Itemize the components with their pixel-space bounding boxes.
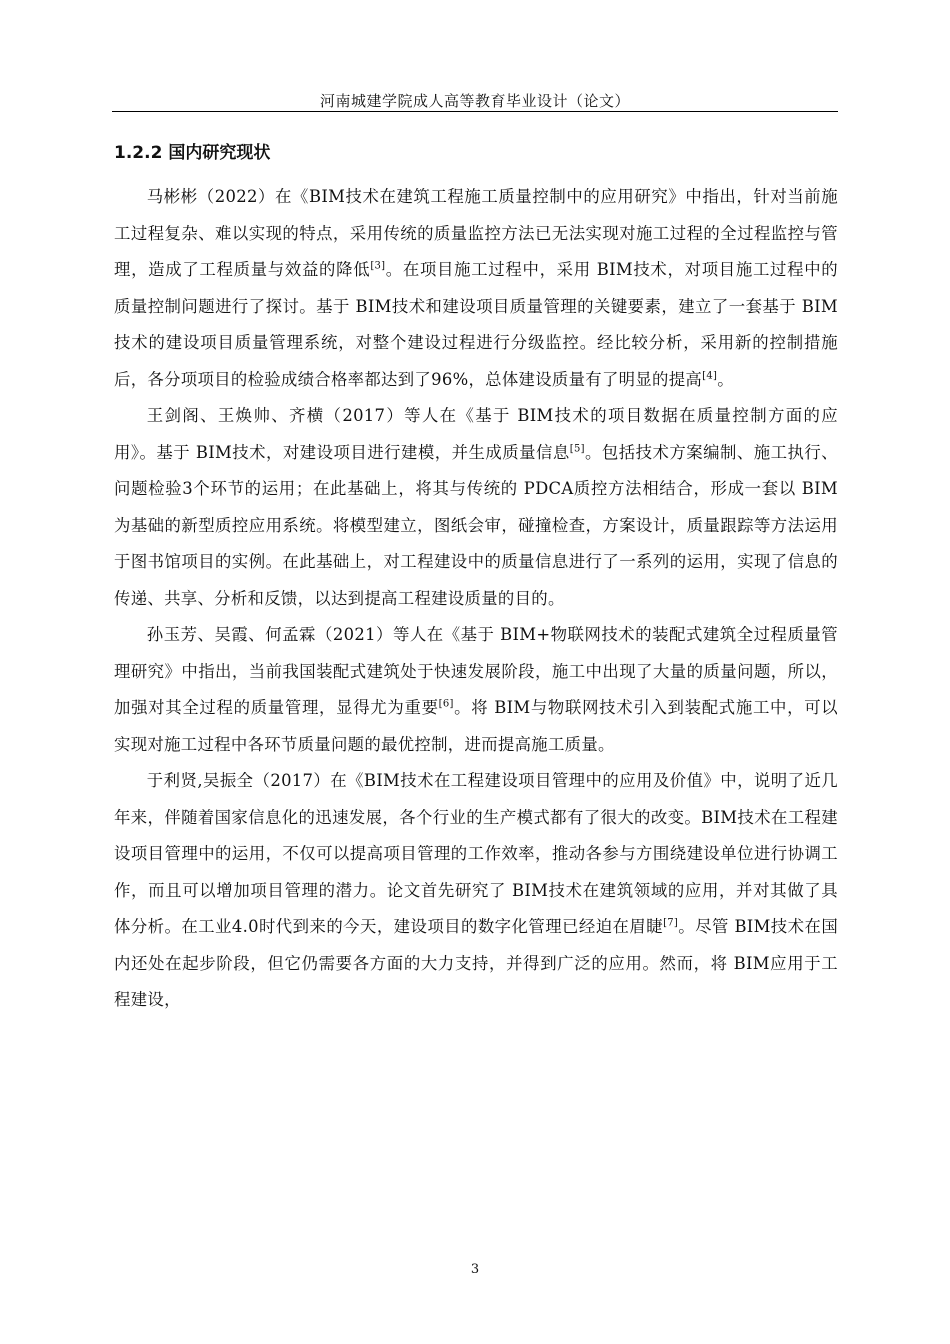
citation: [4] bbox=[702, 370, 718, 382]
body-text bbox=[114, 179, 838, 1019]
paragraph-text: 孙玉芳、吴霞、何孟霖（2021）等人在《基于 BIM+物联网技术的装配式建筑全过程质量管理研究》中指出，当前我国装配式建筑处于快速发展阶段，施工中出现了大量的质量问题，所以，加强对其全过程的质量管理，显得尤为重要 bbox=[114, 625, 838, 717]
paragraph-text: 。包括技术方案编制、施工执行、问题检验3个环节的运用；在此基础上，将其与传统的 PDCA质控方法相结合，形成一套以 BIM为基础的新型质控应用系统。将模型建立，图纸会审，碰撞检查，方案设计，质量跟踪等方法运用于图书馆项目的实例。在此基础上，对工程建设中的质量信息进行了一系列的运用，实现了信息的传递、共享、分析和反馈，以达到提高工程建设质量的目的。 bbox=[114, 442, 838, 608]
paragraph-text: 马彬彬（2022）在《BIM技术在建筑工程施工质量控制中的应用研究》中指出，针对当前施工过程复杂、难以实现的特点，采用传统的质量监控方法已无法实现对施工过程的全过程监控与管理，造成了工程质量与效益的降低 bbox=[114, 187, 838, 279]
citation: [7] bbox=[663, 917, 679, 929]
paragraph-text: 于利贤,吴振全（2017）在《BIM技术在工程建设项目管理中的应用及价值》中，说明了近几年来，伴随着国家信息化的迅速发展，各个行业的生产模式都有了很大的改变。BIM技术在工程建设项目管理中的运用，不仅可以提高项目管理的工作效率，推动各参与方围绕建设单位进行协调工作，而且可以增加项目管理的潜力。论文首先研究了 BIM技术在建筑领域的应用，并对其做了具体分析。在工业4.0时代到来的今天，建设项目的数字化管理已经迫在眉睫 bbox=[114, 771, 838, 936]
paragraph-text: 。 bbox=[717, 369, 734, 389]
paragraph-1 bbox=[114, 179, 838, 398]
paragraph-text: 。在项目施工过程中，采用 BIM技术，对项目施工过程中的质量控制问题进行了探讨。基于 BIM技术和建设项目质量管理的关键要素，建立了一套基于 BIM技术的建设项目质量管理系统，对整个建设过程进行分级监控。经比较分析，采用新的控制措施后，各分项项目的检验成绩合格率都达到了96%，总体建设质量有了明显的提高 bbox=[114, 260, 838, 389]
paragraph-2 bbox=[114, 398, 838, 617]
citation: [5] bbox=[569, 443, 585, 455]
page-header: 河南城建学院成人高等教育毕业设计（论文） bbox=[319, 92, 630, 110]
paragraph-text: 。将 BIM与物联网技术引入到装配式施工中，可以实现对施工过程中各环节质量问题的最优控制，进而提高施工质量。 bbox=[114, 698, 839, 754]
paragraph-3 bbox=[114, 617, 838, 763]
citation: [6] bbox=[438, 698, 454, 710]
section-heading: 1.2.2 国内研究现状 bbox=[114, 143, 271, 163]
header-rule bbox=[112, 111, 838, 112]
paragraph-text: 。尽管 BIM技术在国内还处在起步阶段，但它仍需要各方面的大力支持，并得到广泛的应用。然而，将 BIM应用于工程建设， bbox=[114, 917, 839, 1009]
paragraph-4 bbox=[114, 763, 838, 1019]
citation: [3] bbox=[370, 260, 386, 272]
page-number: 3 bbox=[470, 1262, 480, 1277]
paragraph-text: 王剑阁、王焕帅、齐横（2017）等人在《基于 BIM技术的项目数据在质量控制方面的应用》。基于 BIM技术，对建设项目进行建模，并生成质量信息 bbox=[114, 406, 838, 462]
